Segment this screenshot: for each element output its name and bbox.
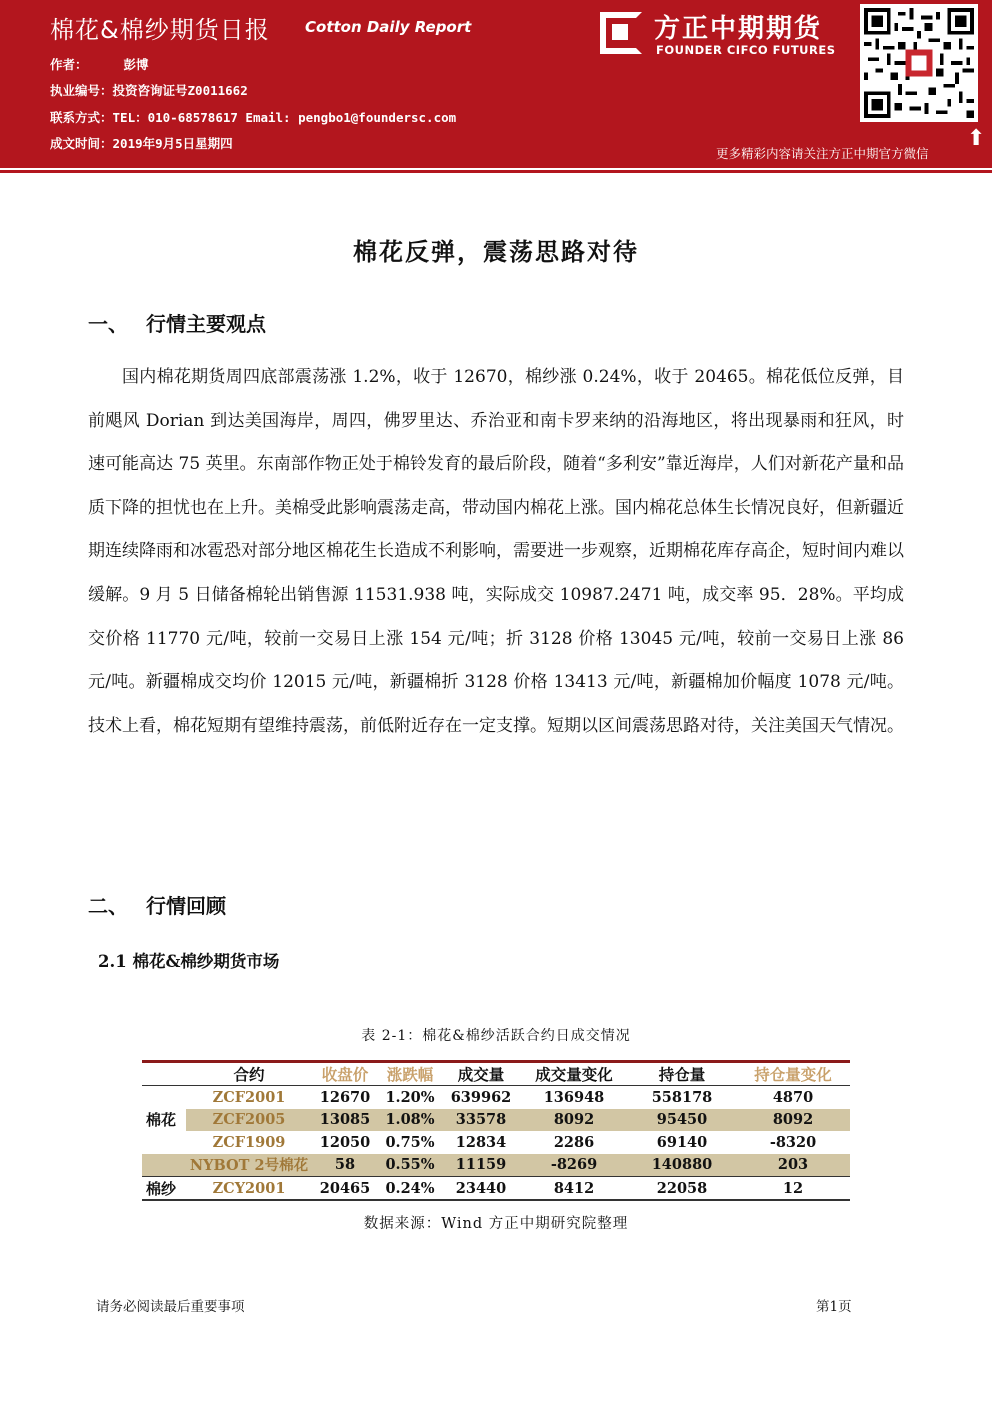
company-logo [600, 8, 850, 60]
table-cell: ZCF2005 [186, 1109, 312, 1131]
table-cell: 558178 [651, 1089, 713, 1107]
table-header-cell: 成交量 [442, 1062, 520, 1086]
table-cell: ZCF1909 [212, 1133, 286, 1151]
market-view-paragraph: 国内棉花期货周四底部震荡涨 1.2%，收于 12670，棉纱涨 0.24%，收于 20465。棉花低位反弹，目前飓风 Dorian 到达美国海岸，周四，佛罗里达、乔治亚和南卡罗来纳的沿海地区，将出现暴雨和狂风，时速可能高达 75 英里。东南部作物正处于棉铃发育的最后阶段，随着“多利安”靠近海岸，人们对新花产量和品质下降的担忧也在上升。美棉受此影响震荡走高，带动国内棉花上涨。国内棉花总体生长情况良好，但新疆近期连续降雨和冰雹恐对部分地区棉花生长造成不利影响，需要进一步观察，近期棉花库存高企，短时间内难以缓解。9 月 5 日储备棉轮出销售源 11531.938 吨，实际成交 10987.2471 吨，成交率 95．28%。平均成交价格 11770 元/吨，较前一交易日上涨 154 元/吨；折 3128 价格 13045 元/吨，较前一交易日上涨 86 元/吨。新疆棉成交均价 12015 元/吨，新疆棉折 3128 价格 13413 元/吨，新疆棉加价幅度 1078 元/吨。技术上看，棉花短期有望维持震荡，前低附近存在一定支撑。短期以区间震荡思路对待，关注美国天气情况。 [88, 367, 904, 736]
table-header-cell: 合约 [186, 1062, 312, 1086]
table-cell: ZCY2001 [186, 1176, 312, 1200]
report-title: 棉花&棉纱期货日报 [50, 16, 270, 44]
table-cell: 69140 [656, 1133, 708, 1151]
date-label: 成文时间： [50, 136, 113, 151]
table-cell: 2286 [553, 1133, 595, 1151]
table-cell: 639962 [450, 1089, 512, 1107]
date-row [50, 134, 233, 152]
qr-code-icon [860, 4, 978, 122]
license-row [50, 81, 248, 99]
table-caption: 表 2-1：棉花&棉纱活跃合约日成交情况 [361, 1028, 631, 1044]
table-cell: 136948 [543, 1089, 605, 1107]
page-number: 第1页 [816, 1299, 852, 1315]
section-heading-review [88, 890, 226, 919]
table-header-cell: 收盘价 [312, 1062, 378, 1086]
table-cell: 8092 [736, 1109, 850, 1131]
section-title: 行情回顾 [146, 894, 226, 918]
table-cell: 22058 [628, 1176, 736, 1200]
author-row [50, 55, 149, 73]
logo-mark-icon [600, 12, 642, 54]
table-cell: 0.24% [378, 1176, 442, 1200]
table-cell: NYBOT 2号棉花 [186, 1154, 312, 1177]
table-cell: 12050 [319, 1133, 371, 1151]
footer-disclaimer: 请务必阅读最后重要事项 [96, 1299, 245, 1315]
table-header-row [142, 1062, 850, 1086]
table-row [142, 1086, 850, 1109]
section-number: 一、 [88, 312, 128, 336]
section-title: 行情主要观点 [146, 312, 266, 336]
header-divider [0, 170, 992, 173]
table-cell: 140880 [628, 1154, 736, 1177]
table-cell: ZCF2001 [212, 1089, 286, 1107]
document-title: 棉花反弹，震荡思路对待 [353, 237, 639, 266]
table-row [142, 1176, 850, 1200]
contact-label: 联系方式： [50, 110, 113, 125]
follow-wechat-text: 更多精彩内容请关注方正中期官方微信 [716, 146, 929, 161]
group-label-yarn: 棉纱 [142, 1176, 186, 1200]
table-cell: 0.55% [378, 1154, 442, 1177]
table-header-group [142, 1062, 186, 1086]
table-header-cell: 成交量变化 [520, 1062, 628, 1086]
table-cell: 58 [312, 1154, 378, 1177]
table-cell: -8269 [520, 1154, 628, 1177]
subsection-heading: 2.1 棉花&棉纱期货市场 [98, 952, 280, 971]
section-heading-views [88, 308, 266, 337]
table-header-cell: 持仓量变化 [736, 1062, 850, 1086]
table-row [142, 1109, 850, 1131]
report-subtitle: Cotton Daily Report [305, 18, 472, 36]
data-source-note: 数据来源：Wind 方正中期研究院整理 [363, 1216, 629, 1232]
author-value: 彭博 [123, 57, 149, 72]
table-cell: 11159 [442, 1154, 520, 1177]
table-cell: 4870 [772, 1089, 814, 1107]
table-header-cell: 持仓量 [628, 1062, 736, 1086]
license-value: 投资咨询证号Z0011662 [112, 83, 248, 98]
author-label: 作者： [50, 57, 88, 72]
report-header [0, 0, 992, 168]
section-number: 二、 [88, 894, 128, 918]
date-value: 2019年9月5日星期四 [112, 136, 233, 151]
logo-english-name: FOUNDER CIFCO FUTURES [656, 43, 836, 57]
contact-row [50, 108, 456, 126]
table-cell: 12834 [455, 1133, 507, 1151]
table-row [142, 1154, 850, 1177]
table-cell: 8092 [520, 1109, 628, 1131]
table-cell: 23440 [442, 1176, 520, 1200]
table-cell: 33578 [442, 1109, 520, 1131]
table-cell: 12 [736, 1176, 850, 1200]
table-cell: 12670 [319, 1089, 371, 1107]
arrow-up-icon: ⬆ [967, 126, 986, 151]
table-header-cell: 涨跌幅 [378, 1062, 442, 1086]
group-label-cotton: 棉花 [146, 1111, 177, 1130]
table-cell-empty [142, 1154, 186, 1177]
futures-table [142, 1060, 850, 1201]
logo-chinese-name: 方正中期期货 [654, 14, 823, 44]
license-label: 执业编号： [50, 83, 113, 98]
table-row [142, 1131, 850, 1153]
table-cell: 1.08% [378, 1109, 442, 1131]
table-cell: 1.20% [385, 1089, 435, 1107]
table-cell: 203 [736, 1154, 850, 1177]
table-cell: -8320 [769, 1133, 817, 1151]
table-cell: 0.75% [385, 1133, 435, 1151]
table-cell: 95450 [628, 1109, 736, 1131]
table-cell: 20465 [312, 1176, 378, 1200]
table-cell: 13085 [312, 1109, 378, 1131]
table-cell: 8412 [520, 1176, 628, 1200]
contact-value[interactable]: TEL：010-68578617 Email: pengbo1@foundersc.com [112, 110, 457, 125]
